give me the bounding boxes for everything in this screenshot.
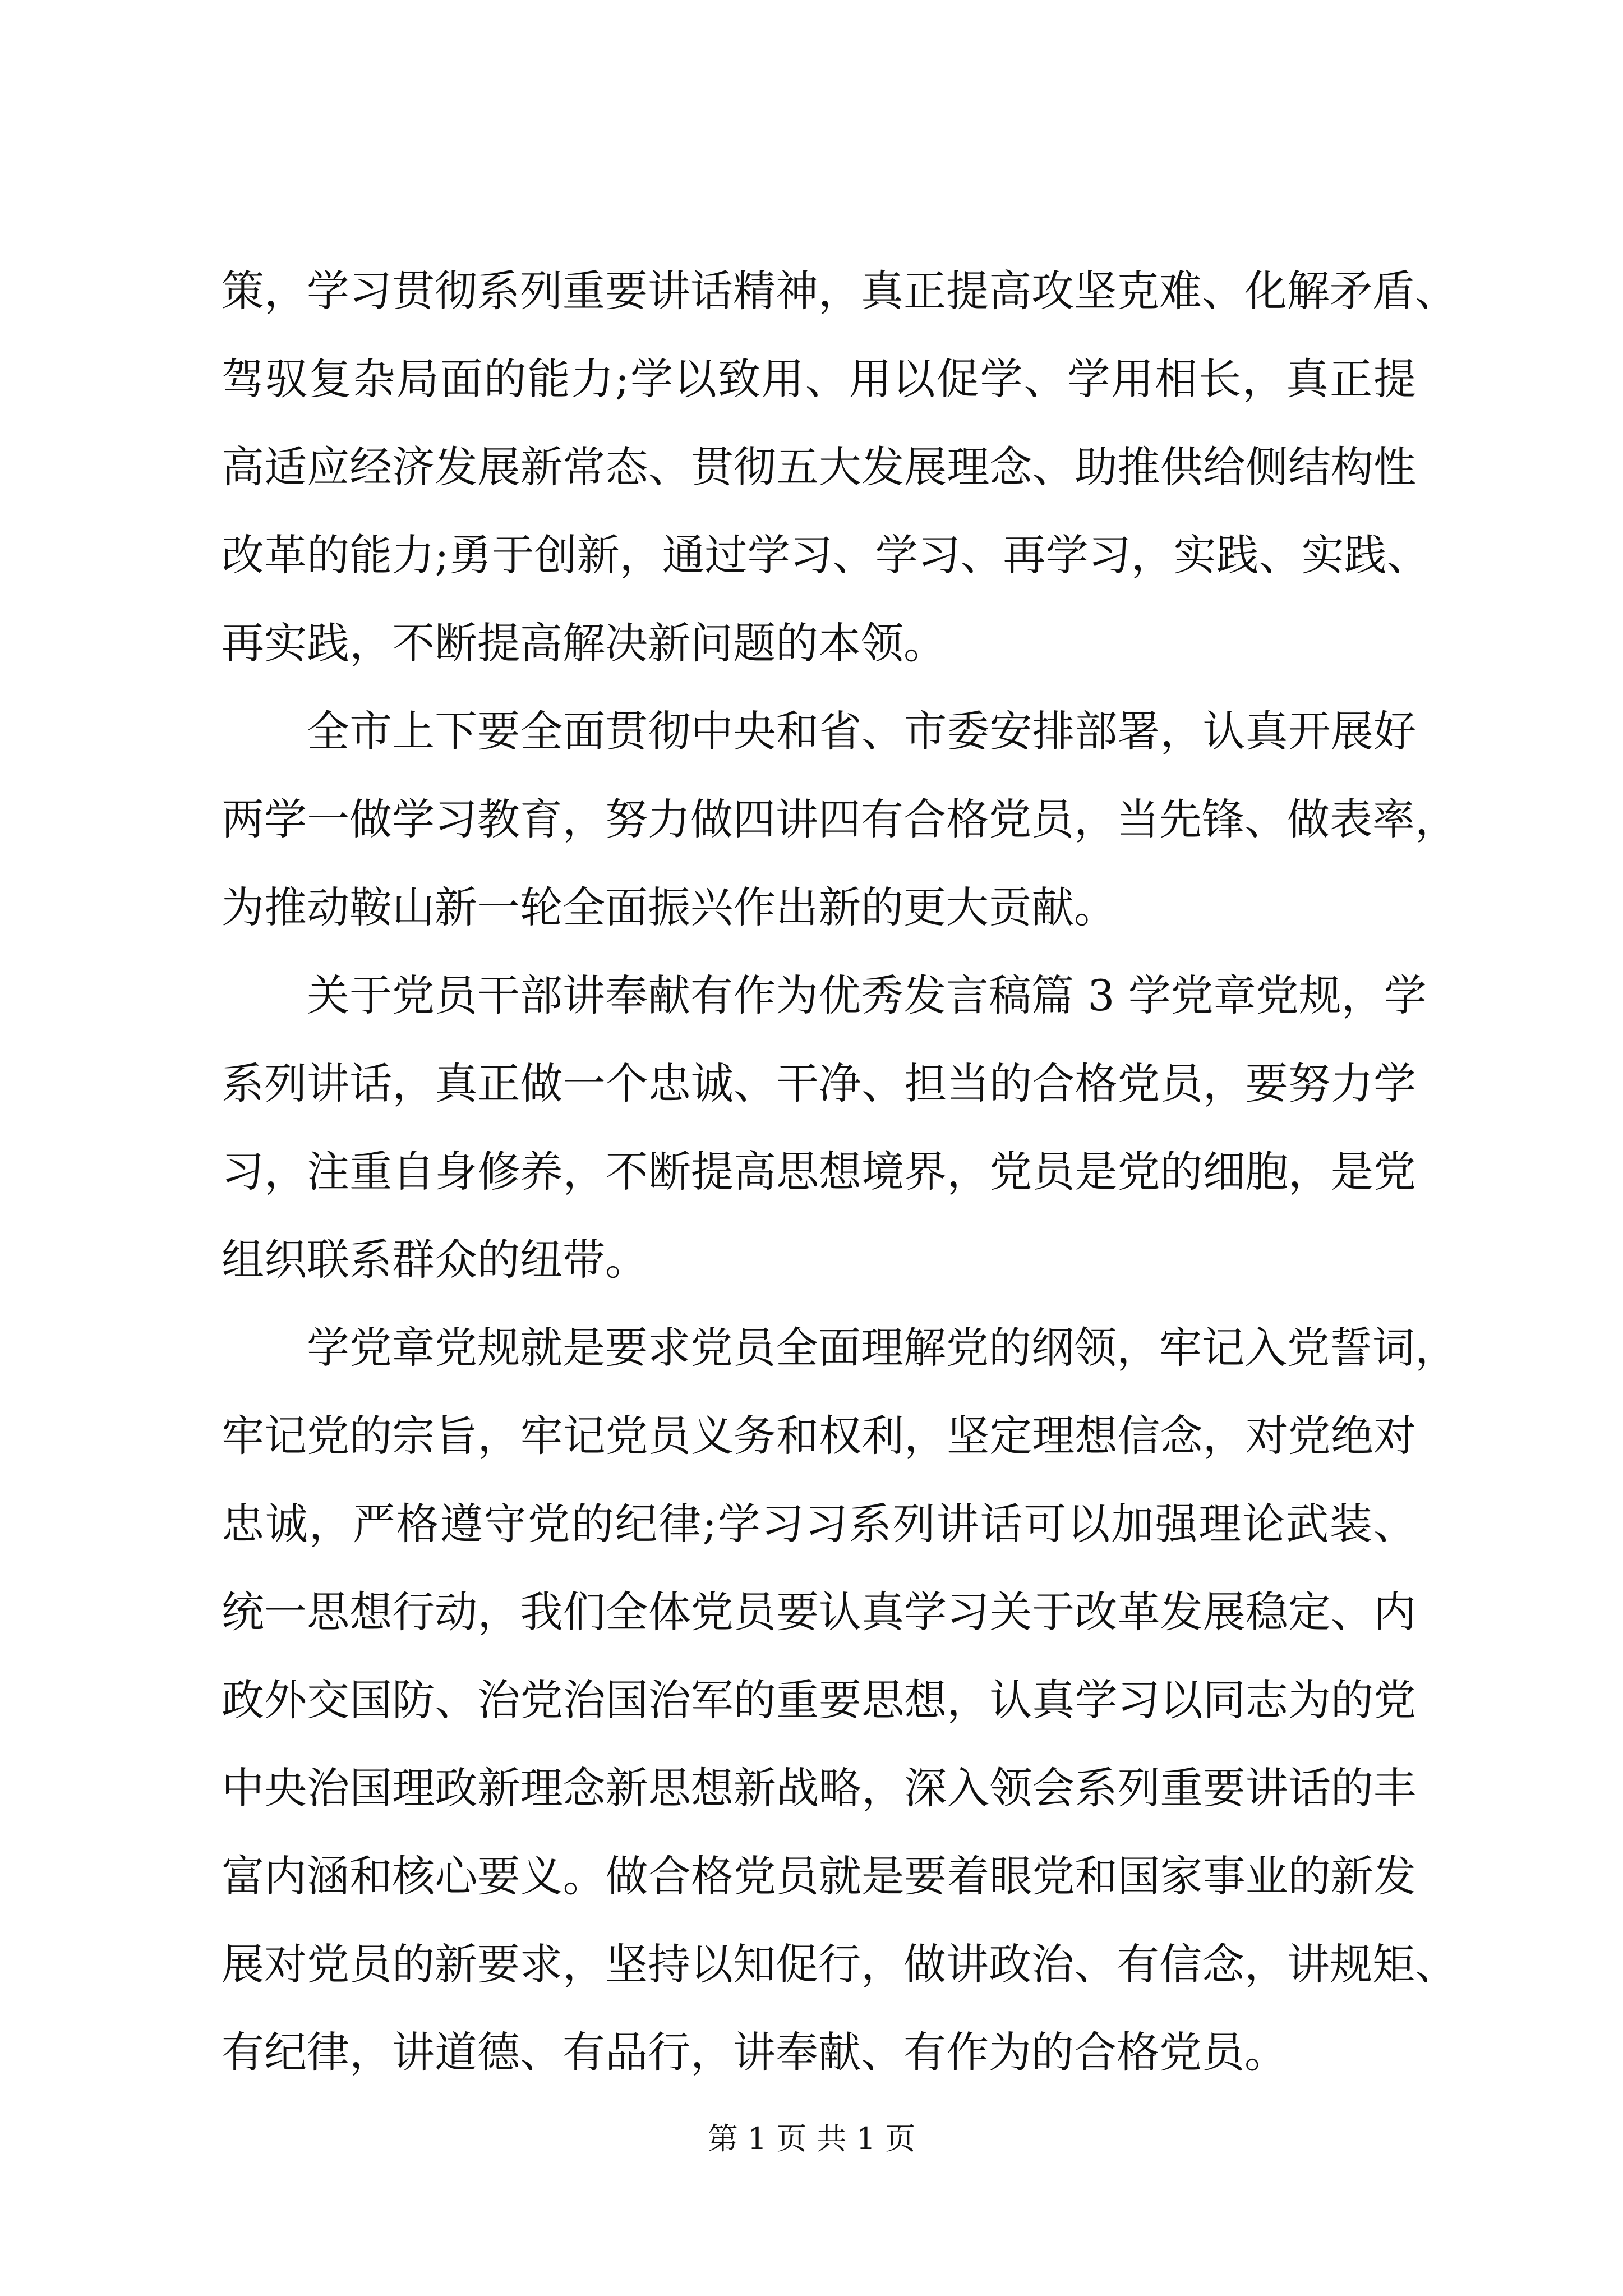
text-line: 为推动鞍山新一轮全面振兴作出新的更大贡献。 [222,882,1117,932]
page-number: 第 1 页 共 1 页 [707,2121,916,2156]
text-line: 忠诚，严格遵守党的纪律;学习习系列讲话可以加强理论武装、 [222,1499,1416,1549]
text-line: 有纪律，讲道德、有品行，讲奉献、有作为的合格党员。 [222,2027,1287,2077]
text-line: 学党章党规就是要求党员全面理解党的纲领，牢记入党誓词， [307,1323,1458,1373]
text-line: 富内涵和核心要义。做合格党员就是要着眼党和国家事业的新发 [222,1851,1416,1901]
text-line: 全市上下要全面贯彻中央和省、市委安排部署，认真开展好 [307,706,1416,756]
text-line: 展对党员的新要求，坚持以知促行，做讲政治、有信念，讲规矩、 [222,1939,1458,1989]
text-line: 统一思想行动，我们全体党员要认真学习关于改革发展稳定、内 [222,1587,1416,1637]
text-line: 组织联系群众的纽带。 [222,1235,648,1285]
page-footer [0,2115,1623,2158]
text-line: 改革的能力;勇于创新，通过学习、学习、再学习，实践、实践、 [222,530,1430,580]
text-line: 再实践，不断提高解决新问题的本领。 [222,618,946,668]
text-line: 高适应经济发展新常态、贯彻五大发展理念、助推供给侧结构性 [222,442,1416,492]
text-line: 策，学习贯彻系列重要讲话精神，真正提高攻坚克难、化解矛盾、 [222,266,1458,316]
text-line: 中央治国理政新理念新思想新战略，深入领会系列重要讲话的丰 [222,1763,1416,1813]
text-line: 驾驭复杂局面的能力;学以致用、用以促学、学用相长，真正提 [222,354,1416,404]
text-line: 两学一做学习教育，努力做四讲四有合格党员，当先锋、做表率， [222,794,1458,844]
text-line: 系列讲话，真正做一个忠诚、干净、担当的合格党员，要努力学 [222,1059,1416,1108]
text-line: 习，注重自身修养，不断提高思想境界，党员是党的细胞，是党 [222,1147,1416,1197]
text-line: 牢记党的宗旨，牢记党员义务和权利，坚定理想信念，对党绝对 [222,1411,1416,1461]
text-line: 政外交国防、治党治国治军的重要思想，认真学习以同志为的党 [222,1675,1416,1725]
text-line: 关于党员干部讲奉献有作为优秀发言稿篇 3 学党章党规，学 [307,970,1427,1020]
document-body [222,247,1458,2096]
